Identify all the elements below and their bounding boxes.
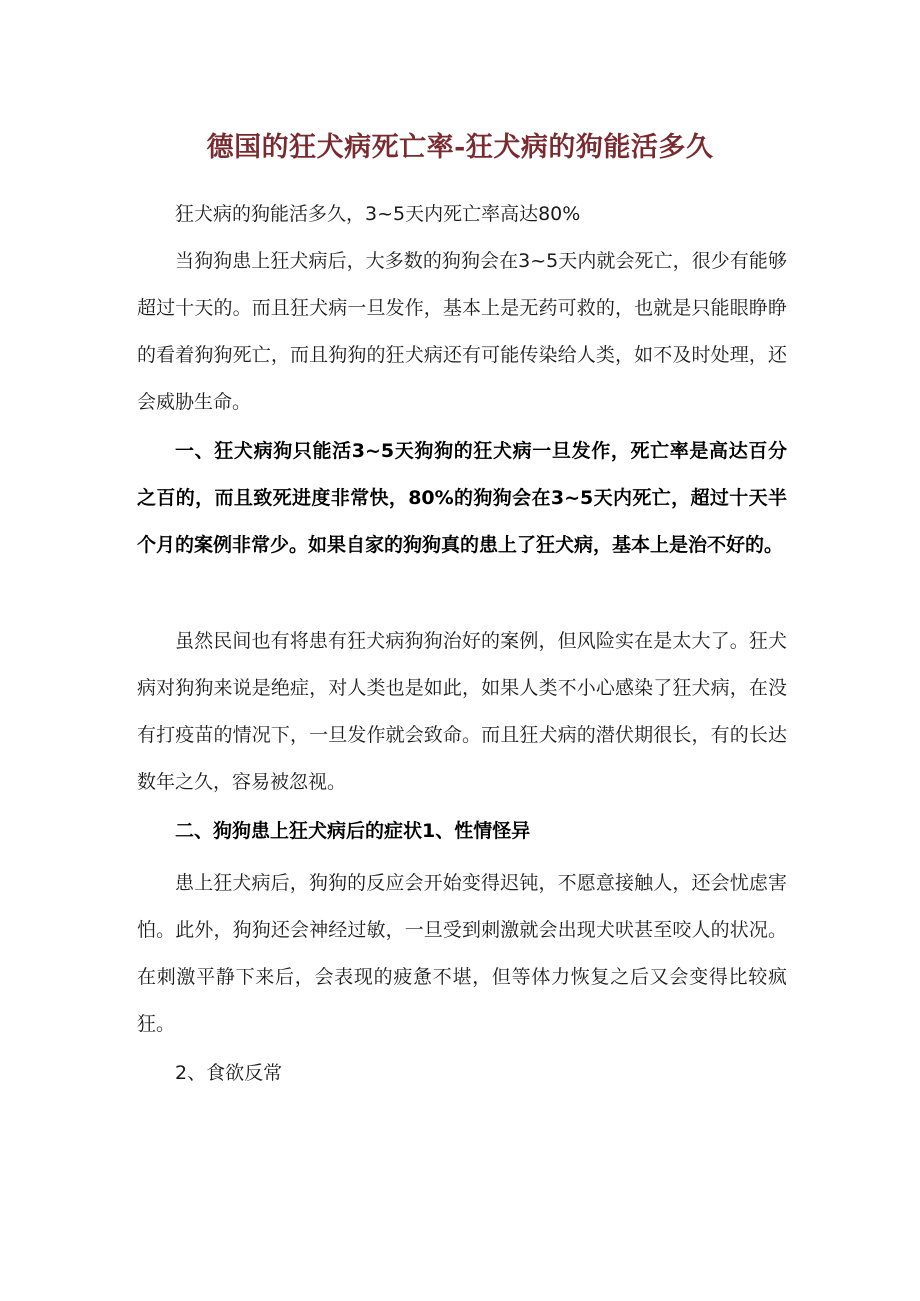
section-heading-lifespan: 一、狂犬病狗只能活3~5天狗狗的狂犬病一旦发作，死亡率是高达百分之百的，而且致死进度非常快，80%的狗狗会在3~5天内死亡，超过十天半个月的案例非常少。如果自家的狗狗真的患上了狂犬病，基本上是治不好的。 [137, 440, 787, 556]
paragraph-appetite: 2、食欲反常 [175, 1062, 283, 1084]
paragraph-behavior: 患上狂犬病后，狗狗的反应会开始变得迟钝，不愿意接触人，还会忧虑害怕。此外，狗狗还会神经过敏，一旦受到刺激就会出现犬吠甚至咬人的状况。在刺激平静下来后，会表现的疲惫不堪，但等体力恢复之后又会变得比较疯狂。 [137, 872, 787, 1035]
paragraph-risk: 虽然民间也有将患有狂犬病狗狗治好的案例，但风险实在是太大了。狂犬病对狗狗来说是绝症，对人类也是如此，如果人类不小心感染了狂犬病，在没有打疫苗的情况下，一旦发作就会致命。而且狂犬病的潜伏期很长，有的长达数年之久，容易被忽视。 [137, 630, 787, 793]
section-heading-symptoms: 二、狗狗患上狂犬病后的症状1、性情怪异 [175, 820, 531, 842]
document-title: 德国的狂犬病死亡率-狂犬病的狗能活多久 [206, 132, 714, 164]
paragraph-death-timeline: 当狗狗患上狂犬病后，大多数的狗狗会在3~5天内就会死亡，很少有能够超过十天的。而且狂犬病一旦发作，基本上是无药可救的，也就是只能眼睁睁的看着狗狗死亡，而且狗狗的狂犬病还有可能传染给人类，如不及时处理，还会威胁生命。 [137, 250, 787, 413]
paragraph-intro: 狂犬病的狗能活多久，3~5天内死亡率高达80% [175, 203, 581, 225]
